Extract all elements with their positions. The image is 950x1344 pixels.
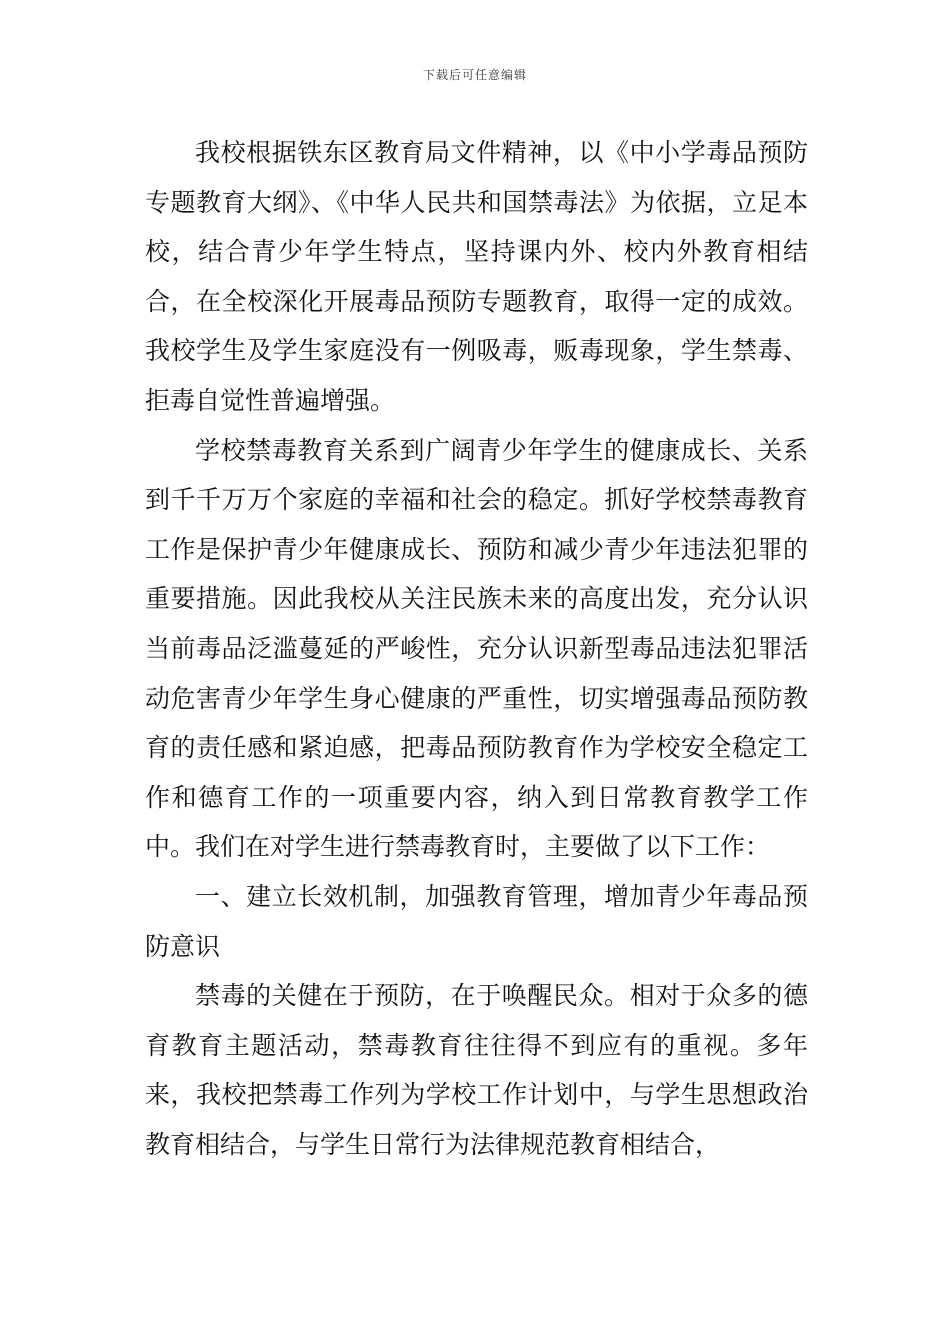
paragraph-prevention: 禁毒的关健在于预防，在于唤醒民众。相对于众多的德育教育主题活动，禁毒教育往往得不到应有的重视。多年来，我校把禁毒工作列为学校工作计划中，与学生思想政治教育相结合，与学生日常行为法律规范教育相结合， — [145, 981, 808, 1159]
paragraph-intro: 我校根据铁东区教育局文件精神，以《中小学毒品预防专题教育大纲》、《中华人民共和国禁毒法》为依据，立足本校，结合青少年学生特点，坚持课内外、校内外教育相结合，在全校深化开展毒品预防专题教育，取得一定的成效。我校学生及学生家庭没有一例吸毒，贩毒现象，学生禁毒、拒毒自觉性普遍增强。 — [145, 138, 808, 415]
section-heading-1: 一、建立长效机制，加强教育管理，增加青少年毒品预防意识 — [145, 881, 808, 961]
document-body — [145, 128, 808, 1169]
paragraph-importance: 学校禁毒教育关系到广阔青少年学生的健康成长、关系到千千万万个家庭的幸福和社会的稳定。抓好学校禁毒教育工作是保护青少年健康成长、预防和减少青少年违法犯罪的重要措施。因此我校从关注民族未来的高度出发，充分认识当前毒品泛滥蔓延的严峻性，充分认识新型毒品违法犯罪活动危害青少年学生身心健康的严重性，切实增强毒品预防教育的责任感和紧迫感，把毒品预防教育作为学校安全稳定工作和德育工作的一项重要内容，纳入到日常教育教学工作中。我们在对学生进行禁毒教育时，主要做了以下工作： — [145, 435, 808, 862]
header-note: 下载后可任意编辑 — [422, 68, 527, 82]
